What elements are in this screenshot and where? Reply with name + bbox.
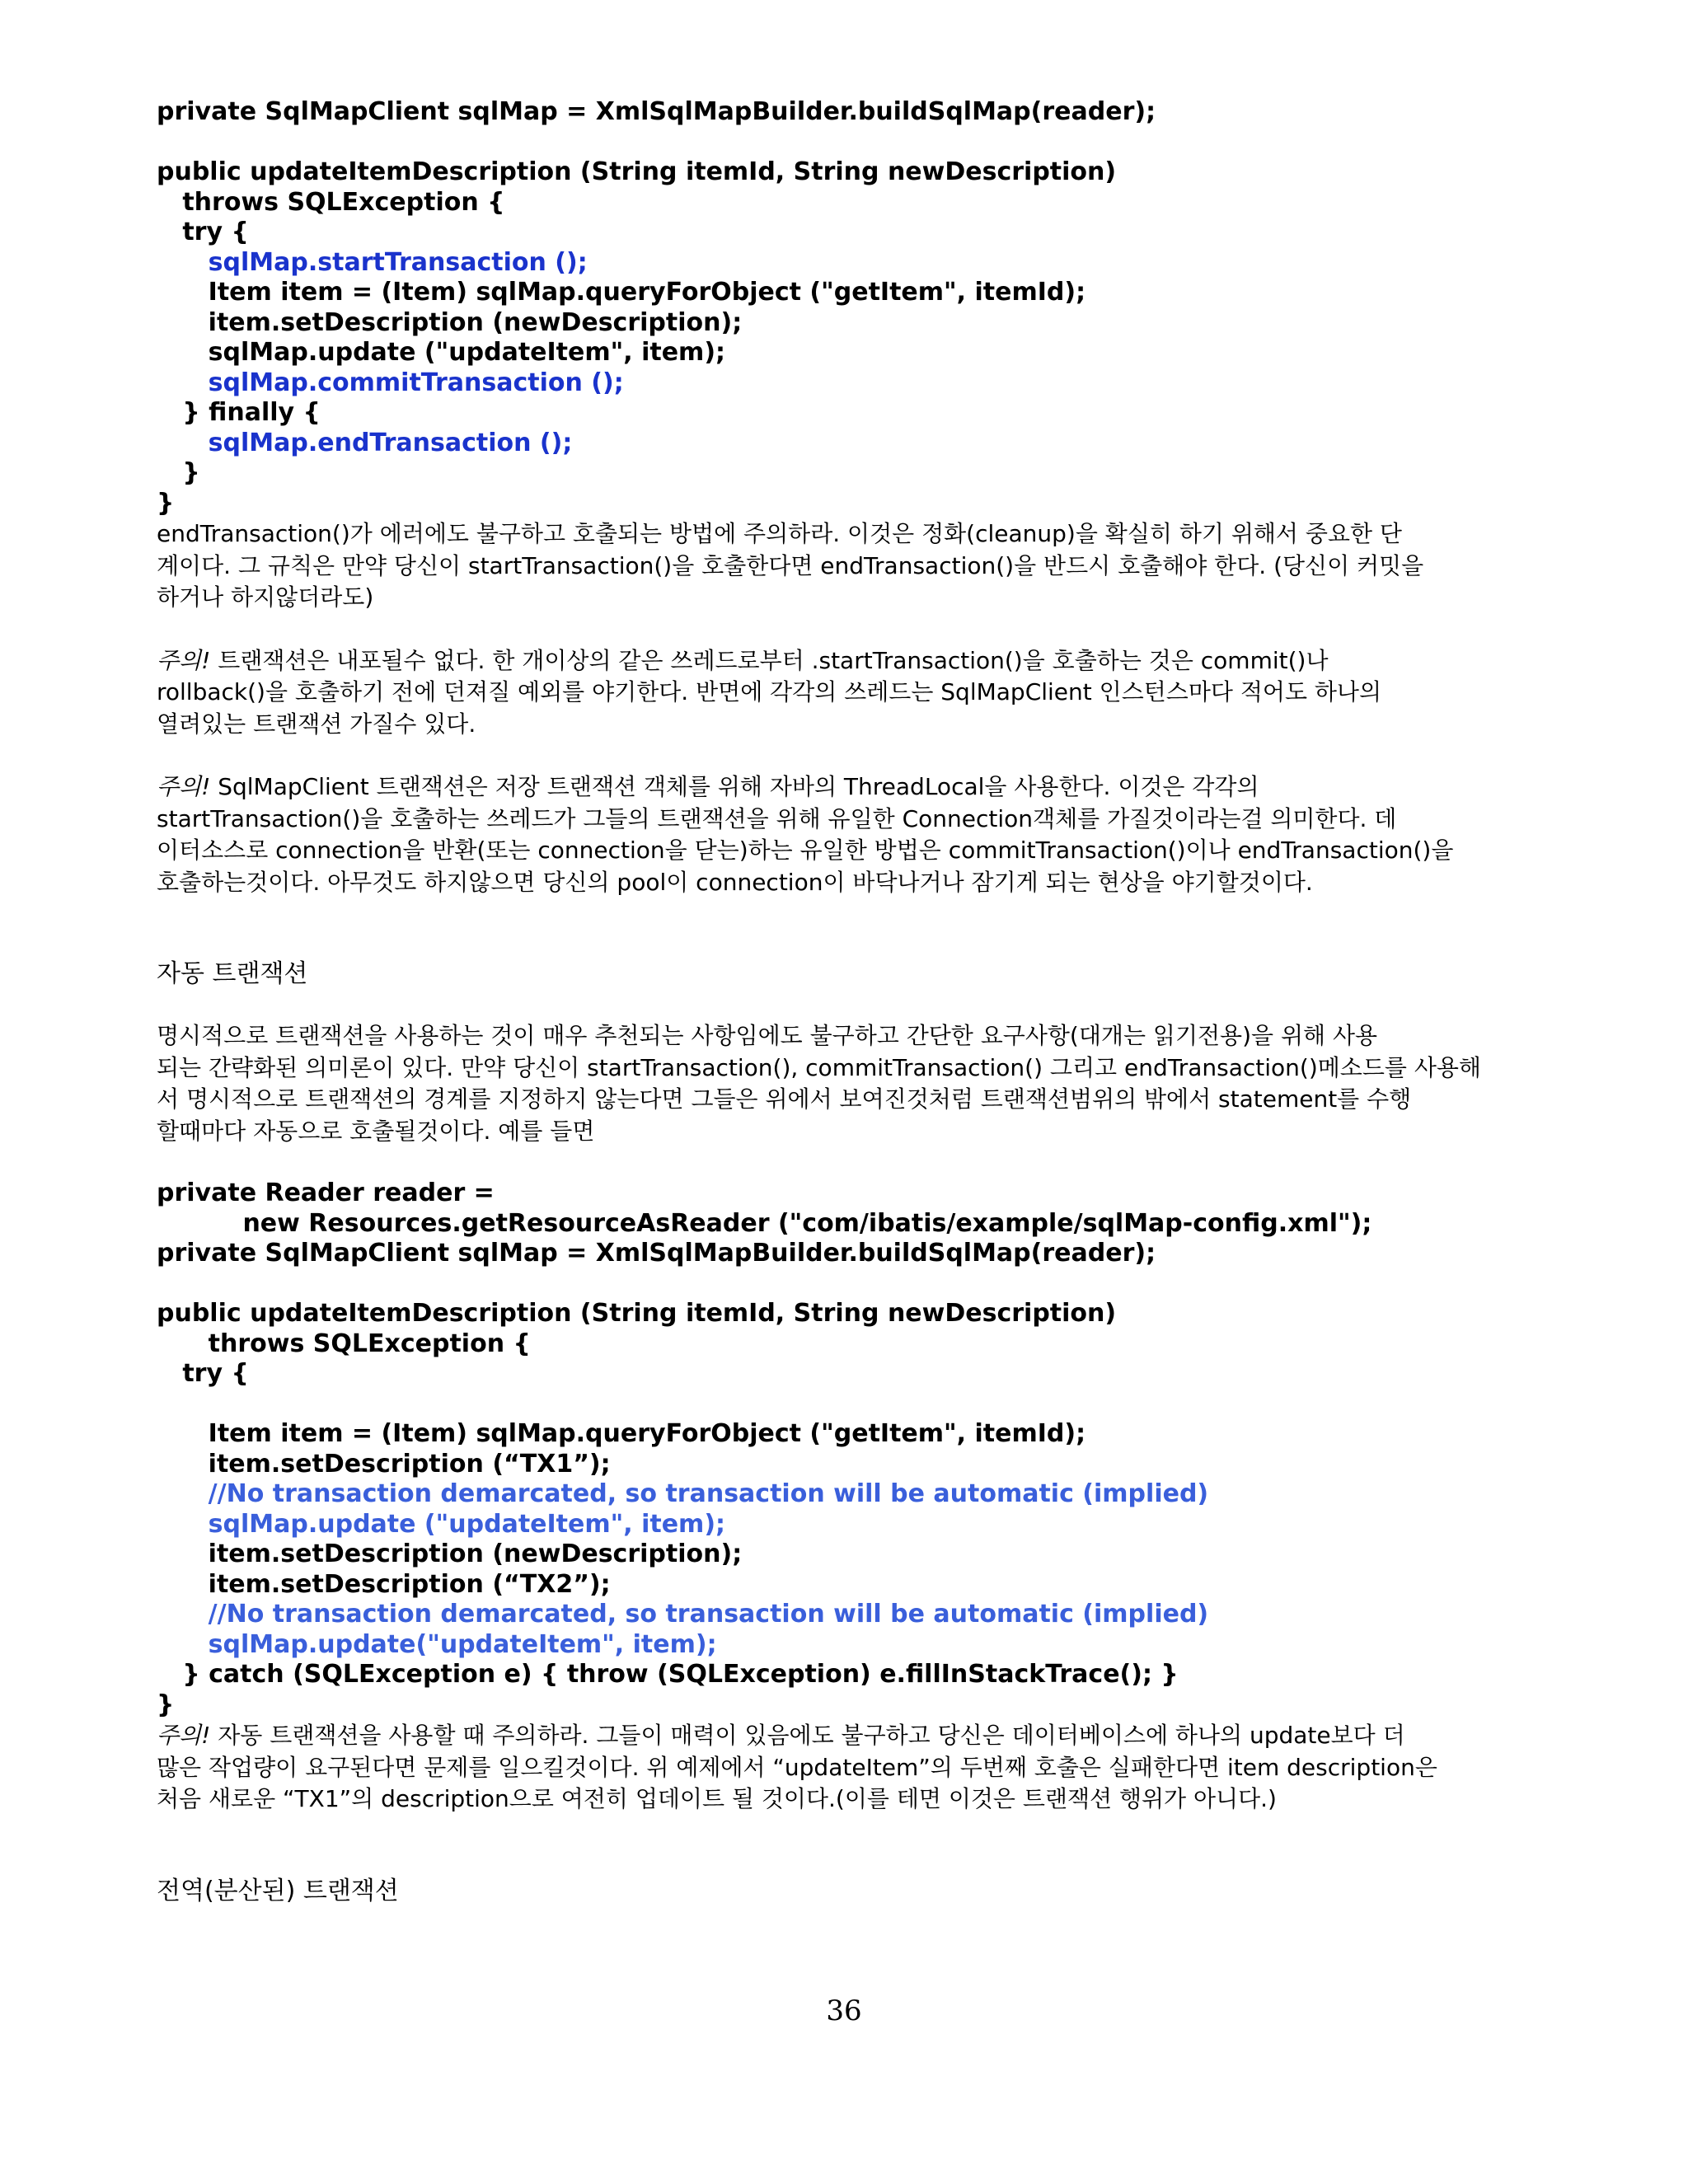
note-automatic-transactions (157, 1720, 1541, 1816)
text-line: 서 명시적으로 트랜잭션의 경계를 지정하지 않는다면 그들은 위에서 보여진것처럼 트랜잭션범위의 밖에서 statement를 수행 (157, 1085, 1412, 1113)
note-text: startTransaction()을 호출하는 쓰레드가 그들의 트랜잭션을 위해 유일한 Connection객체를 가질것이라는걸 의미한다. 데 (157, 804, 1397, 832)
text-line: 명시적으로 트랜잭션을 사용하는 것이 매우 추천되는 사항임에도 불구하고 간단한 요구사항(대개는 읽기전용)을 위해 사용 (157, 1022, 1378, 1049)
note-text: rollback()을 호출하기 전에 던져질 예외를 야기한다. 반면에 각각의 쓰레드는 SqlMapClient 인스턴스마다 적어도 하나의 (157, 678, 1382, 705)
document-page (157, 97, 1541, 1908)
code-line: throws SQLException { (157, 1329, 531, 1358)
text-line (157, 771, 1541, 804)
note-nested-transactions (157, 645, 1541, 741)
code-line (157, 1390, 1541, 1420)
code-line: try { (157, 1359, 249, 1388)
code-line: public updateItemDescription (String itemId, String newDescription) (157, 157, 1117, 186)
code-line (157, 128, 1541, 158)
code-line: //No transaction demarcated, so transaction will be automatic (implied) (157, 1600, 1209, 1629)
paragraph-end-transaction (157, 518, 1541, 614)
note-text: 처음 새로운 “TX1”의 description으로 여전히 업데이트 될 것이다.(이를 테면 이것은 트랜잭션 행위가 아니다.) (157, 1785, 1277, 1812)
code-line: } (157, 458, 200, 487)
text-line: 할때마다 자동으로 호출될것이다. 예를 들면 (157, 1117, 595, 1145)
text-line (157, 1752, 1541, 1784)
code-line: item.setDescription (newDescription); (157, 1540, 743, 1568)
text-line: 계이다. 그 규칙은 만약 당신이 startTransaction()을 호출한다면 endTransaction()을 반드시 호출해야 한다. (당신이 커밋을 (157, 551, 1424, 579)
text-line (157, 709, 1541, 741)
code-line: new Resources.getResourceAsReader ("com/ibatis/example/sqlMap-config.xml"); (157, 1208, 1372, 1238)
paragraph-automatic-transactions (157, 1020, 1541, 1147)
code-line: sqlMap.update ("updateItem", item); (157, 1509, 726, 1539)
note-threadlocal (157, 771, 1541, 898)
code-line: //No transaction demarcated, so transaction will be automatic (implied) (157, 1479, 1209, 1508)
code-line: sqlMap.endTransaction (); (157, 428, 573, 457)
code-line: private SqlMapClient sqlMap = XmlSqlMapBuilder.buildSqlMap(reader); (157, 1239, 1156, 1268)
code-line: } (157, 488, 175, 518)
note-label: 주의! (157, 773, 211, 800)
code-line: } catch (SQLException e) { throw (SQLException) e.fillInStackTrace(); } (157, 1660, 1179, 1689)
text-line (157, 804, 1541, 836)
text-line (157, 1720, 1541, 1752)
code-block-explicit-transaction (157, 97, 1541, 518)
code-line: Item item = (Item) sqlMap.queryForObject ("getItem", itemId); (157, 278, 1086, 307)
text-line (157, 1783, 1541, 1816)
code-line: sqlMap.startTransaction (); (157, 247, 588, 277)
code-line: try { (157, 218, 249, 246)
note-text: 자동 트랜잭션을 사용할 때 주의하라. 그들이 매력이 있음에도 불구하고 당신은 데이터베이스에 하나의 update보다 더 (210, 1722, 1405, 1749)
note-text: SqlMapClient 트랜잭션은 저장 트랜잭션 객체를 위해 자바의 ThreadLocal을 사용한다. 이것은 각각의 (210, 773, 1259, 800)
code-line: public updateItemDescription (String itemId, String newDescription) (157, 1299, 1117, 1328)
text-line (157, 677, 1541, 709)
text-line: 하거나 하지않더라도) (157, 583, 374, 611)
text-line (157, 867, 1541, 899)
code-line: private SqlMapClient sqlMap = XmlSqlMapBuilder.buildSqlMap(reader); (157, 97, 1156, 126)
page-number: 36 (826, 1994, 862, 2027)
note-text: 열려있는 트랜잭션 가질수 있다. (157, 710, 476, 738)
text-line: endTransaction()가 에러에도 불구하고 호출되는 방법에 주의하라. 이것은 정화(cleanup)을 확실히 하기 위해서 중요한 단 (157, 520, 1402, 547)
code-line (157, 1269, 1541, 1300)
code-line: sqlMap.update ("updateItem", item); (157, 338, 726, 367)
text-line (157, 645, 1541, 677)
code-line: item.setDescription (newDescription); (157, 307, 743, 337)
note-text: 많은 작업량이 요구된다면 문제를 일으킬것이다. 위 예제에서 “updateItem”의 두번째 호출은 실패한다면 item description은 (157, 1753, 1437, 1781)
code-line: } finally { (157, 398, 321, 427)
note-text: 호출하는것이다. 아무것도 하지않으면 당신의 pool이 connection이 바닥나거나 잠기게 되는 현상을 야기할것이다. (157, 868, 1313, 896)
code-line: } (157, 1690, 175, 1719)
heading-automatic-transactions: 자동 트랜잭션 (157, 959, 308, 988)
note-text: 이터소스로 connection을 반환(또는 connection을 닫는)하는 유일한 방법은 commitTransaction()이나 endTransaction()을 (157, 837, 1454, 864)
text-line: 되는 간략화된 의미론이 있다. 만약 당신이 startTransaction(), commitTransaction() 그리고 endTransaction()메소드를 사용해 (157, 1053, 1481, 1081)
text-line (157, 835, 1541, 867)
code-line: sqlMap.commitTransaction (); (157, 368, 624, 397)
code-block-automatic-transaction (157, 1179, 1541, 1720)
heading-global-transactions: 전역(분산된) 트랜잭션 (157, 1876, 399, 1905)
note-text: 트랜잭션은 내포될수 없다. 한 개이상의 같은 쓰레드로부터 .startTransaction()을 호출하는 것은 commit()나 (210, 646, 1329, 674)
code-line: private Reader reader = (157, 1179, 495, 1207)
code-line: item.setDescription (“TX2”); (157, 1569, 611, 1599)
code-line: throws SQLException { (157, 187, 505, 217)
code-line: Item item = (Item) sqlMap.queryForObject ("getItem", itemId); (157, 1419, 1086, 1448)
code-line: sqlMap.update("updateItem", item); (157, 1629, 717, 1659)
code-line: item.setDescription (“TX1”); (157, 1449, 611, 1479)
note-label: 주의! (157, 1722, 211, 1749)
note-label: 주의! (157, 646, 211, 674)
